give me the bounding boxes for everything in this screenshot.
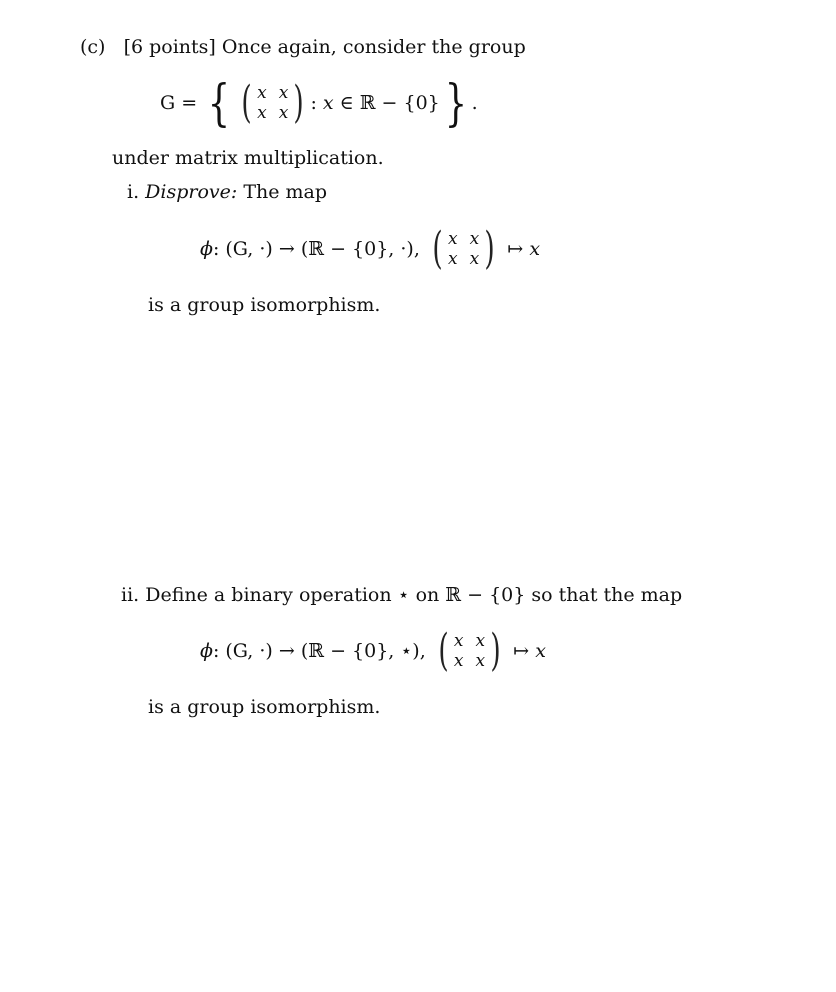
condition-var: x (322, 92, 334, 114)
star-symbol: ⋆ (397, 584, 410, 606)
matrix-entry: x (453, 631, 464, 651)
part-c-label: (c) (80, 36, 106, 58)
condition-colon: : (310, 92, 317, 114)
map-matrix: ( x x x x ) (438, 625, 501, 676)
item-ii-map (200, 625, 546, 676)
item-i-label: i. (127, 181, 140, 203)
matrix-entry: x (469, 249, 480, 269)
item-i-text: The map (243, 181, 328, 203)
map-matrix: ( x x x x ) (432, 223, 495, 274)
part-c-points: [6 points] (123, 36, 216, 58)
map-target: x (529, 238, 541, 260)
matrix-entry: x (448, 249, 458, 269)
map-domain: : (G, ·) → (ℝ − {0}, ⋆), (212, 640, 426, 662)
matrix-entry: x (475, 631, 486, 651)
group-matrix: ( x x x x ) (241, 77, 305, 128)
map-domain: : (G, ·) → (ℝ − {0}, ·), (212, 238, 420, 260)
phi-symbol: ϕ (200, 640, 213, 662)
part-c-header (80, 36, 526, 58)
item-ii-text-before: Define a binary operation (145, 584, 392, 606)
matrix-entry: x (453, 651, 464, 671)
open-brace: { (207, 74, 231, 132)
item-i-verb: Disprove: (145, 181, 238, 203)
item-i-conclusion: is a group isomorphism. (148, 294, 381, 316)
item-ii-label: ii. (121, 584, 140, 606)
map-target: x (535, 640, 546, 662)
condition-in: ∈ (339, 92, 354, 114)
item-ii-header (121, 584, 682, 606)
matrix-entry: x (257, 103, 267, 123)
matrix-entry: x (278, 83, 289, 103)
group-lhs: G = (160, 92, 198, 114)
matrix-entry: x (448, 229, 458, 249)
under-text: under matrix multiplication. (112, 147, 384, 169)
maps-to-symbol: ↦ (513, 640, 530, 662)
condition-set: ℝ − {0} (359, 92, 440, 114)
maps-to-symbol: ↦ (507, 238, 524, 260)
phi-symbol: ϕ (200, 238, 213, 260)
matrix-entry: x (278, 103, 289, 123)
item-ii-text-after: on ℝ − {0} so that the map (415, 584, 683, 606)
group-period: . (471, 92, 478, 114)
close-brace: } (444, 74, 467, 132)
part-c-intro: Once again, consider the group (221, 36, 526, 58)
item-i-header (127, 181, 327, 203)
group-definition (160, 74, 478, 132)
item-i-map (200, 223, 541, 274)
item-ii-conclusion: is a group isomorphism. (148, 696, 381, 718)
matrix-entry: x (257, 83, 267, 103)
matrix-entry: x (475, 651, 486, 671)
matrix-entry: x (469, 229, 480, 249)
